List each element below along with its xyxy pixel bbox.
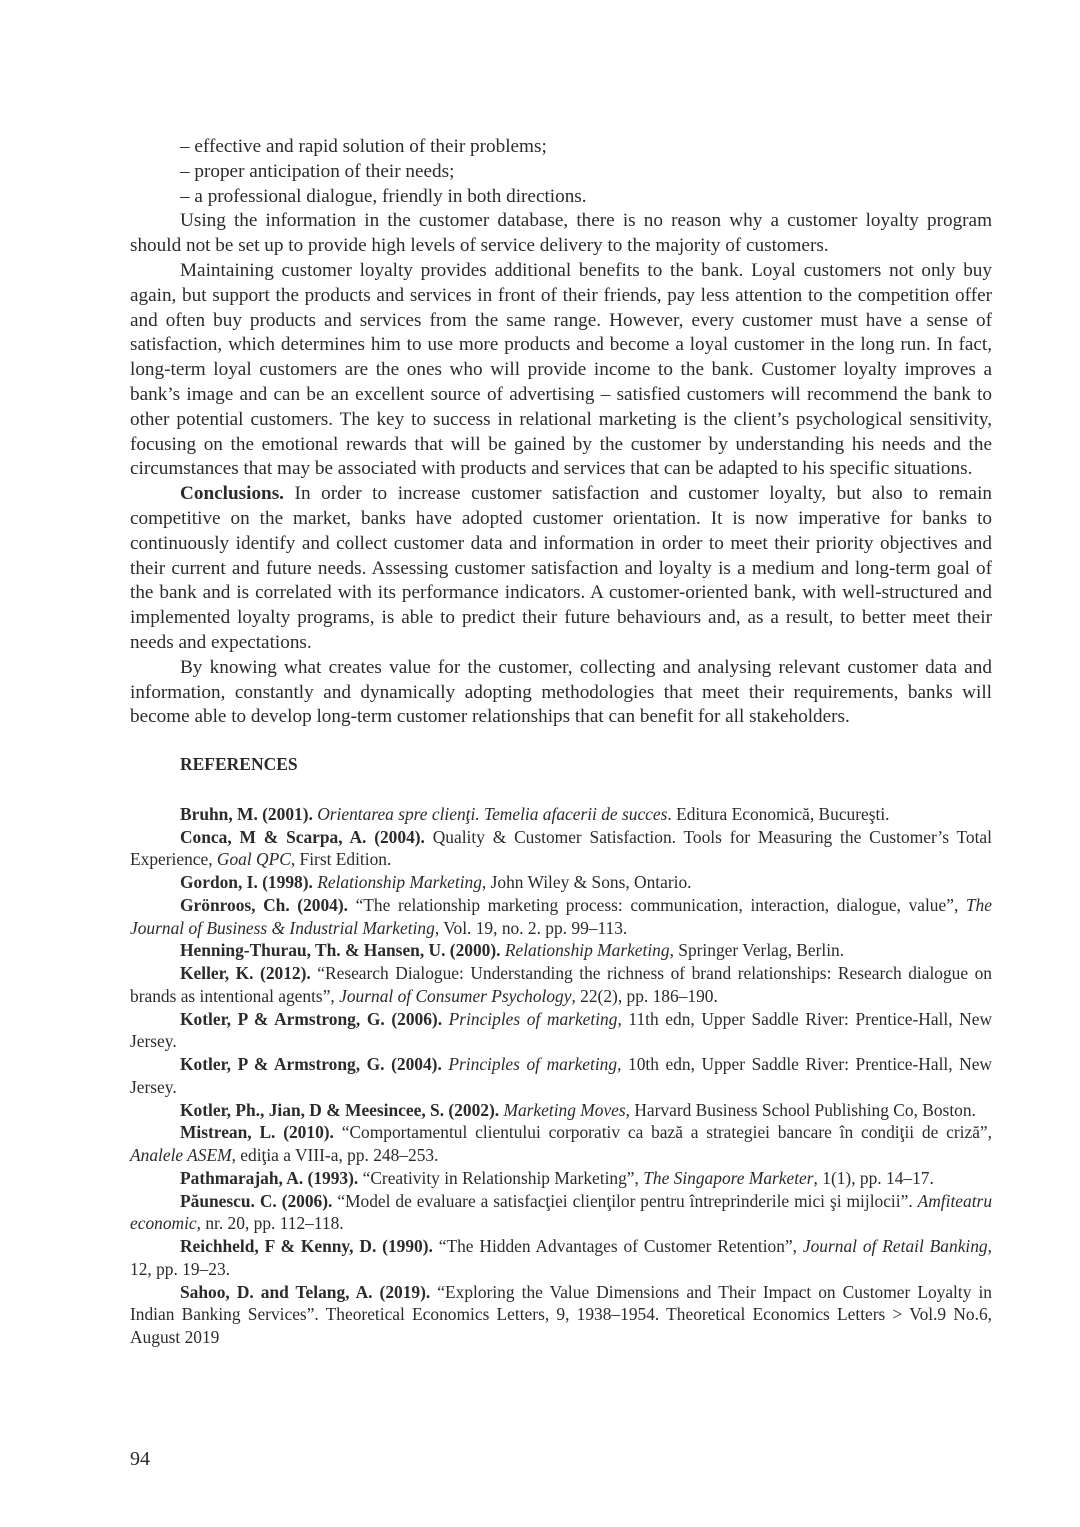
ref-text: , ediţia a VIII-a, pp. 248–253. (231, 1145, 439, 1166)
reference-item (130, 803, 992, 826)
conclusions-label: Conclusions. (180, 483, 284, 505)
reference-item (130, 1235, 992, 1281)
ref-title: Principles of marketing (448, 1008, 618, 1029)
ref-text: “The relationship marketing process: communication, interaction, dialogue, value”, (348, 894, 966, 915)
page-number: 94 (130, 1448, 150, 1470)
reference-item (130, 939, 992, 962)
ref-author: Pathmarajah, A. (1993). (180, 1167, 359, 1188)
ref-text: , Harvard Business School Publishing Co, Boston. (625, 1099, 976, 1120)
ref-text: , Vol. 19, no. 2. pp. 99–113. (434, 917, 628, 938)
ref-author: Păunescu. C. (2006). (180, 1190, 333, 1211)
ref-author: Grönroos, Ch. (2004). (180, 894, 348, 915)
ref-text: 10th edn, Upper Saddle River: Prentice-Hall, New Jersey. (130, 1054, 992, 1097)
conclusions-paragraph (130, 482, 992, 656)
reference-item (130, 826, 992, 872)
ref-text: , John Wiley & Sons, Ontario. (481, 872, 692, 893)
ref-author: Mistrean, L. (2010). (180, 1122, 334, 1143)
reference-item (130, 1167, 992, 1190)
ref-title: The Singapore Marketer (643, 1167, 814, 1188)
ref-text: , 12, pp. 19–23. (130, 1236, 992, 1279)
reference-item (130, 1121, 992, 1167)
ref-text: Quality & Customer Satisfaction. Tools for Measuring the Customer’s Total Experience, (130, 826, 992, 870)
conclusions-text: In order to increase customer satisfaction and customer loyalty, but also to remain competitive on the market, banks have adopted customer orientation. It is now imperative for banks to continuously identify and collect customer data and information in order to meet their priority objectives and their current and future needs. Assessing customer satisfaction and loyalty is a medium and long-term goal of the bank and is correlated with its performance indicators. A customer-oriented bank, with well-structured and implemented loyalty programs, is able to predict their future behaviours and, as a result, to better meet their needs and expectations. (130, 483, 992, 653)
paragraph: Maintaining customer loyalty provides additional benefits to the bank. Loyal customers not only buy again, but support the products and services in front of their friends, pay less attention to the competition offer and often buy products and services from the same range. However, every customer must have a sense of satisfaction, which determines him to use more products and become a loyal customer in the long run. In fact, long-term loyal customers are the ones who will provide income to the bank. Customer loyalty improves a bank’s image and can be an excellent source of advertising – satisfied customers will recommend the bank to other potential customers. The key to success in relational marketing is the client’s psychological sensitivity, focusing on the emotional rewards that will be gained by the customer by understanding his needs and the circumstances that may be associated with products and services that can be adapted to his specific situations. (130, 259, 992, 480)
ref-text: “Exploring the Value Dimensions and Their Impact on Customer Loyalty in Indian Banking Services”. Theoretical Economics Letters, 9, 1938–1954. Theoretical Economics Letters > Vol.9 No.6, August 2019 (130, 1281, 992, 1348)
ref-title: Marketing Moves (503, 1099, 626, 1120)
reference-item (130, 871, 992, 894)
paragraph: By knowing what creates value for the customer, collecting and analysing relevant customer data and information, constantly and dynamically adopting methodologies that meet their requirements, banks will become able to develop long-term customer relationships that can benefit for all stakeholders. (130, 656, 992, 728)
ref-author: Bruhn, M. (2001). (180, 803, 313, 824)
bullet-item: – effective and rapid solution of their problems; (180, 136, 547, 157)
reference-item (130, 1190, 992, 1236)
ref-author: Reichheld, F & Kenny, D. (1990). (180, 1236, 433, 1257)
ref-text: “Creativity in Relationship Marketing”, (358, 1167, 644, 1188)
ref-text: , 1(1), pp. 14–17. (813, 1167, 934, 1188)
ref-title: The Journal of Business & Industrial Marketing (130, 894, 992, 938)
ref-title: Analele ASEM (130, 1145, 232, 1166)
ref-text: , nr. 20, pp. 112–118. (196, 1213, 344, 1234)
ref-title: Orientarea spre clienţi. Temelia afacerii de succes (317, 803, 668, 824)
ref-author: Keller, K. (2012). (180, 963, 311, 984)
paragraph: Using the information in the customer database, there is no reason why a customer loyalty program should not be set up to provide high levels of service delivery to the majority of customers. (130, 210, 992, 257)
references-heading: REFERENCES (180, 754, 298, 775)
ref-text: “Comportamentul clientului corporativ ca bază a strategiei bancare în condiţii de criză”, (333, 1122, 992, 1143)
ref-text: . Editura Economică, Bucureşti. (667, 803, 890, 824)
reference-item (130, 1053, 992, 1099)
ref-title: Journal of Consumer Psychology (339, 985, 572, 1006)
reference-item (130, 1008, 992, 1054)
ref-title: Goal QPC (216, 849, 291, 870)
ref-text: , Springer Verlag, Berlin. (669, 940, 845, 961)
ref-text: “Research Dialogue: Understanding the richness of brand relationships: Research dialogue on brands as intentional agents”, (130, 963, 992, 1006)
ref-author: Conca, M & Scarpa, A. (2004). (180, 826, 425, 847)
bullet-item: – a professional dialogue, friendly in both directions. (180, 185, 587, 207)
reference-item (130, 894, 992, 940)
page-body (130, 135, 992, 1349)
reference-item (130, 1281, 992, 1349)
ref-author: Henning-Thurau, Th. & Hansen, U. (2000). (180, 940, 501, 961)
reference-item (130, 962, 992, 1008)
reference-item (130, 1099, 992, 1122)
ref-text: , First Edition. (290, 849, 392, 870)
ref-author: Sahoo, D. and Telang, A. (2019). (180, 1281, 431, 1302)
ref-text: “Model de evaluare a satisfacţiei clienţilor pentru întreprinderile mici şi mijlocii”. (332, 1190, 918, 1211)
ref-title: Amfiteatru economic (130, 1190, 993, 1234)
ref-text: , 22(2), pp. 186–190. (571, 985, 718, 1006)
references-list (130, 803, 992, 1349)
ref-author: Kotler, P & Armstrong, G. (2004). (180, 1054, 442, 1075)
ref-author: Kotler, Ph., Jian, D & Meesincee, S. (2002). (180, 1099, 500, 1120)
ref-title: Principles of marketing, (448, 1054, 622, 1075)
ref-author: Kotler, P & Armstrong, G. (2006). (180, 1008, 443, 1029)
ref-title: Relationship Marketing (504, 940, 670, 961)
ref-text (442, 1009, 449, 1029)
ref-author: Gordon, I. (1998). (180, 872, 313, 893)
ref-title: Relationship Marketing (317, 872, 482, 893)
ref-text: , 11th edn, Upper Saddle River: Prentice-Hall, New Jersey. (130, 1008, 992, 1052)
bullet-item: – proper anticipation of their needs; (180, 160, 455, 182)
ref-text: “The Hidden Advantages of Customer Retention”, (432, 1236, 803, 1257)
ref-title: Journal of Retail Banking (802, 1236, 988, 1257)
